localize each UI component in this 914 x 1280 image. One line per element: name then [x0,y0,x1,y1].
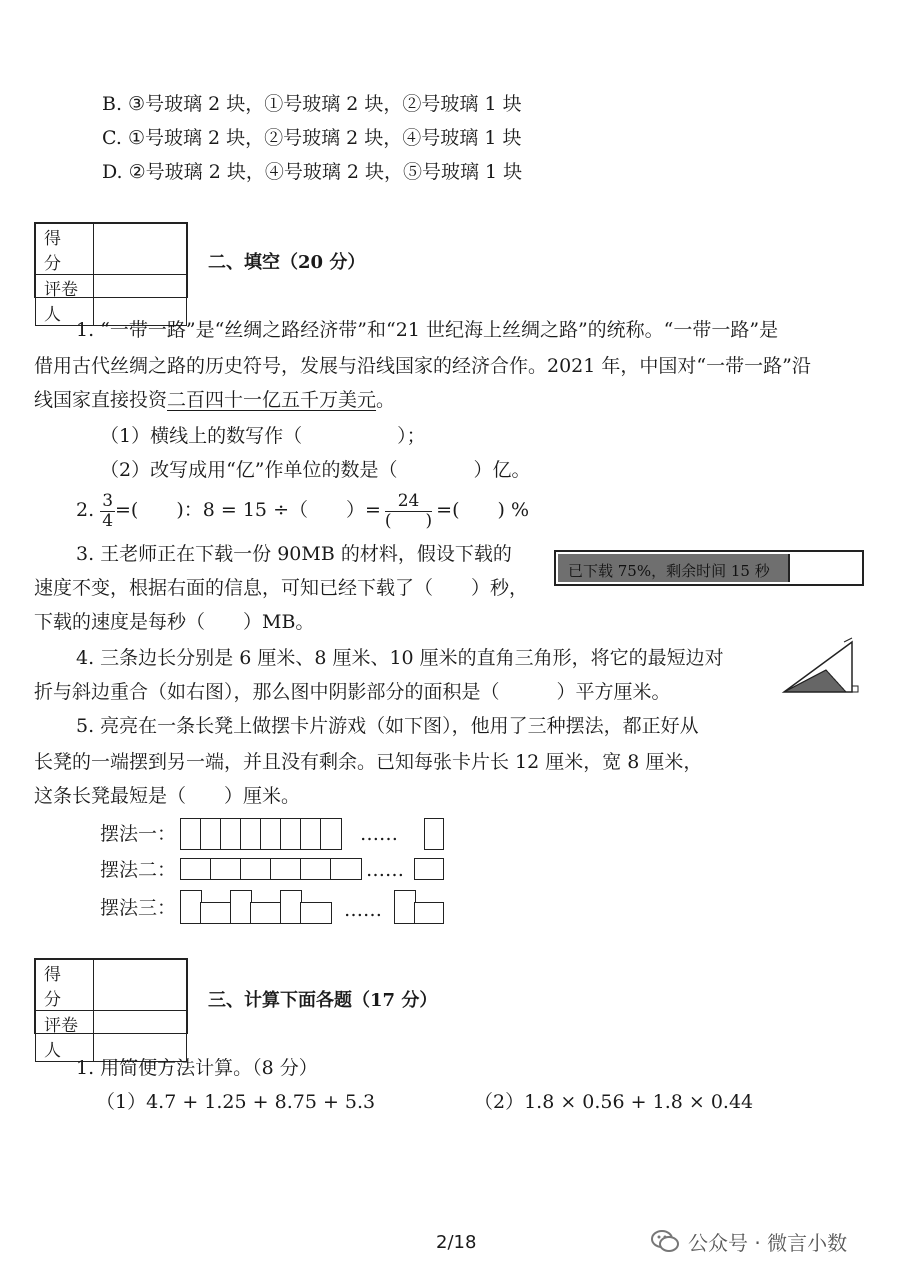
grader-label: 评卷人 [36,1011,94,1062]
card-vertical [220,818,242,850]
q3-line1: 3. 王老师正在下载一份 90MB 的材料，假设下载的 [76,543,512,565]
method3-ellipsis: …… [344,899,382,921]
card-vertical [200,818,222,850]
q2-prefix: 2. [76,499,95,521]
q4-line2: 折与斜边重合（如右图），那么图中阴影部分的面积是（ ）平方厘米。 [34,681,671,703]
score-label: 得 分 [36,224,94,275]
section3-q1-a: （1）4.7 + 1.25 + 8.75 + 5.3 [96,1091,376,1113]
method1-label: 摆法一： [100,823,177,845]
section3-title: 三、计算下面各题（17 分） [208,990,438,1011]
card-vertical-last [394,890,416,924]
card-horizontal [180,858,212,880]
q1-sub1: （1）横线上的数写作（ ）； [100,425,426,447]
method1-ellipsis: …… [360,823,398,845]
download-progress-bar [554,550,864,586]
choice-b: B. ③号玻璃 2 块，①号玻璃 2 块，②号玻璃 1 块 [102,93,522,115]
page-number: 2/18 [436,1232,477,1253]
card-vertical [240,818,262,850]
method2-label: 摆法二： [100,859,177,881]
q3-line3: 下载的速度是每秒（ ）MB。 [34,611,315,633]
score-label: 得 分 [36,960,94,1011]
score-box [34,958,188,1061]
watermark [650,1226,847,1256]
card-vertical [300,818,322,850]
q2-frac-den: 4 [102,510,114,531]
card-horizontal [330,858,362,880]
section3-q1-title: 1. 用简便方法计算。（8 分） [76,1057,318,1079]
grader-blank[interactable] [94,1011,187,1062]
card-horizontal-last [414,858,444,880]
card-horizontal [210,858,242,880]
q1-line2: 借用古代丝绸之路的历史符号，发展与沿线国家的经济合作。2021 年，中国对“一带一路”沿 [34,355,811,377]
q2-frac2-den: ( ) [384,510,433,531]
choice-d: D. ②号玻璃 2 块，④号玻璃 2 块，⑤号玻璃 1 块 [102,161,523,183]
choice-c: C. ①号玻璃 2 块，②号玻璃 2 块，④号玻璃 1 块 [102,127,522,149]
fold-arrow [844,638,852,642]
card-vertical [280,890,302,924]
method2-ellipsis: …… [366,859,404,881]
card-vertical [230,890,252,924]
q2-fraction [100,492,115,531]
right-angle-mark [852,686,858,692]
card-vertical [180,890,202,924]
q1-line1: 1. “一带一路”是“丝绸之路经济带”和“21 世纪海上丝绸之路”的统称。“一带一路”是 [76,319,779,341]
card-horizontal [270,858,302,880]
grader-label: 评卷人 [36,275,94,326]
score-box [34,222,188,325]
card-vertical-last [424,818,444,850]
q1-line3-suffix: 。 [376,389,396,411]
card-vertical [320,818,342,850]
q2-mid: =( )：8 = 15 ÷（ ）= [115,499,381,521]
q2-fraction2 [385,492,432,531]
card-horizontal [300,858,332,880]
q1-line3 [34,388,395,412]
download-progress-text: 已下载 75%，剩余时间 15 秒 [568,562,770,580]
card-horizontal [250,902,282,924]
card-horizontal [240,858,272,880]
shaded-region [784,670,846,692]
card-vertical [280,818,302,850]
method2-cards [180,858,362,880]
card-vertical [260,818,282,850]
method1-cards [180,818,344,850]
wechat-icon [650,1226,680,1256]
watermark-text: 公众号 · 微言小数 [688,1230,848,1255]
q2-suffix: =( ) % [436,499,530,521]
q2-frac-num: 3 [102,490,114,511]
card-horizontal [300,902,332,924]
score-blank[interactable] [94,960,187,1011]
q4-line1: 4. 三条边长分别是 6 厘米、8 厘米、10 厘米的直角三角形，将它的最短边对 [76,647,724,669]
q1-line3-prefix: 线国家直接投资 [34,389,168,411]
folded-triangle-figure [780,636,866,696]
score-blank[interactable] [94,224,187,275]
q5-line1: 5. 亮亮在一条长凳上做摆卡片游戏（如下图），他用了三种摆法，都正好从 [76,715,699,737]
q1-underlined-amount: 二百四十一亿五千万美元 [167,389,377,411]
download-progress-fill [558,554,790,582]
q1-sub2: （2）改写成用“亿”作单位的数是（ ）亿。 [100,459,531,481]
method3-label: 摆法三： [100,897,177,919]
card-horizontal [200,902,232,924]
card-horizontal-last [414,902,444,924]
q5-line3: 这条长凳最短是（ ）厘米。 [34,785,301,807]
q5-line2: 长凳的一端摆到另一端，并且没有剩余。已知每张卡片长 12 厘米，宽 8 厘米， [34,751,703,773]
q2-frac2-num: 24 [385,492,432,512]
method3-cards [180,890,332,924]
q2-line [76,490,529,531]
section3-q1-b: （2）1.8 × 0.56 + 1.8 × 0.44 [474,1091,754,1113]
section2-title: 二、填空（20 分） [208,252,366,273]
q3-line2: 速度不变，根据右面的信息，可知已经下载了（ ）秒， [34,577,529,599]
card-vertical [180,818,202,850]
